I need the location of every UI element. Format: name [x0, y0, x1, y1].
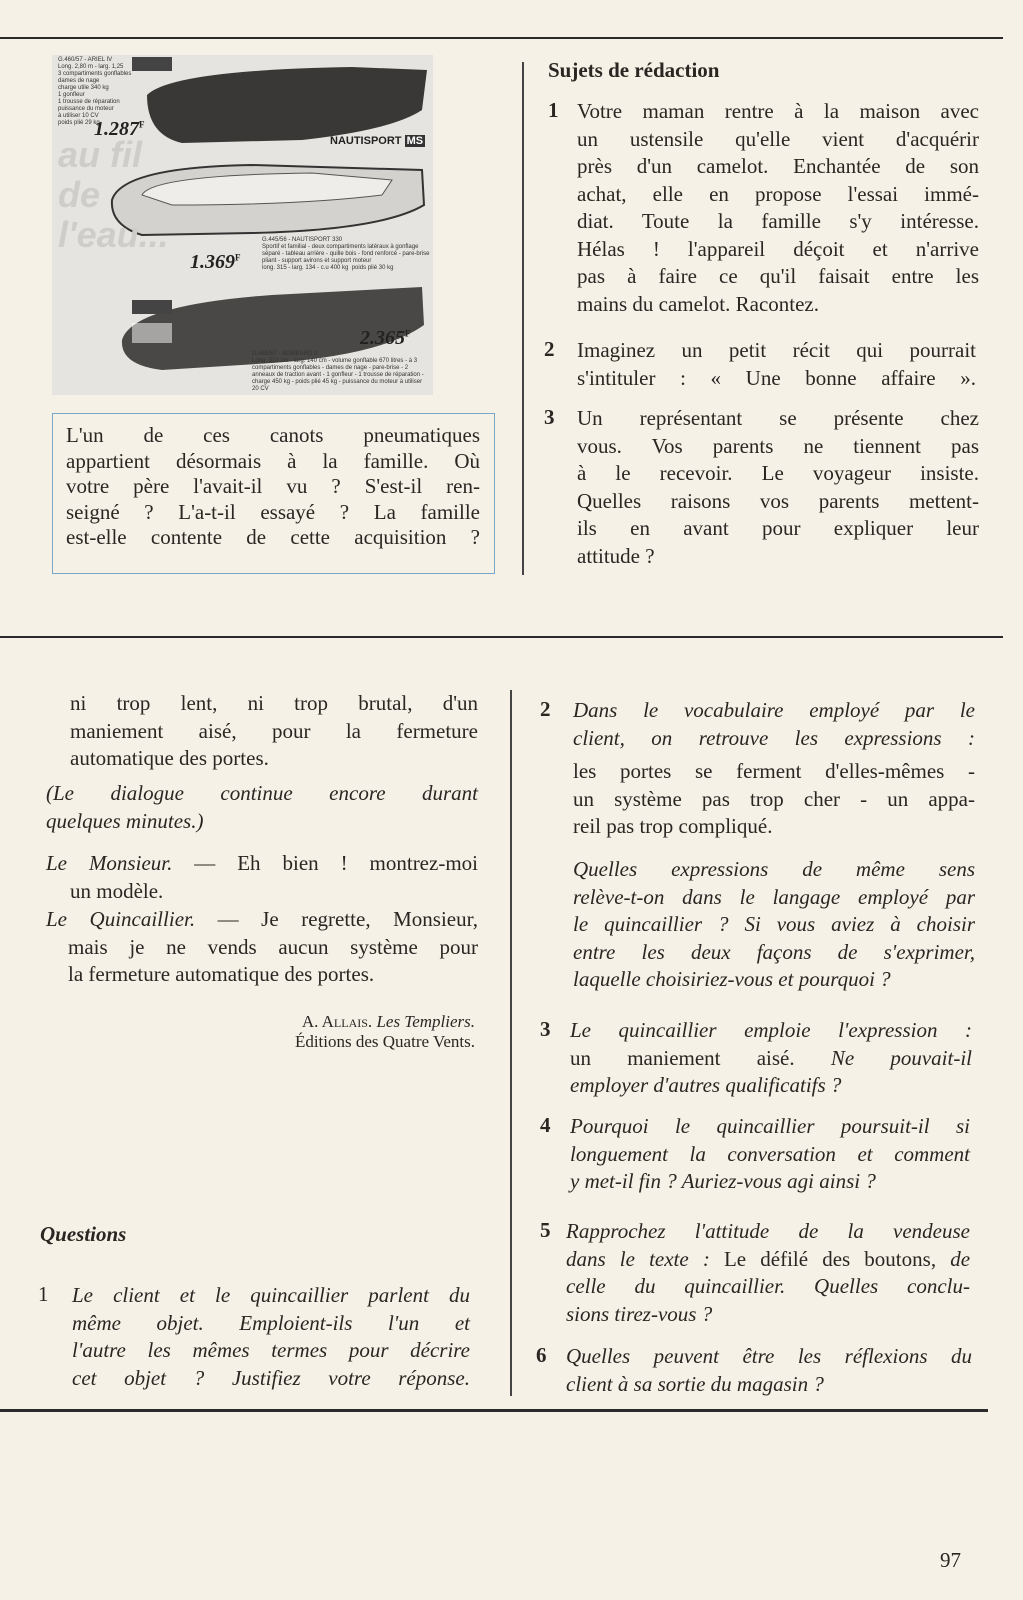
dialogue-line [46, 906, 478, 934]
text-line: automatique des portes. [70, 746, 269, 770]
boat-price-2 [190, 251, 241, 274]
brand-name [330, 135, 425, 147]
dialogue-line: la fermeture automatique des portes. [68, 962, 375, 986]
text-line: celle du quincaillier. Quelles conclu- [566, 1274, 970, 1298]
text-line: Hélas ! l'appareil déçoit et n'arrive [577, 236, 979, 261]
boat-price-3 [360, 327, 411, 350]
question-5-text [566, 1218, 970, 1328]
question-4-text [570, 1113, 970, 1196]
question-number: 6 [536, 1343, 547, 1367]
text-line: client, on retrouve les expressions : [573, 725, 975, 750]
sujet-number: 2 [544, 337, 555, 361]
text-fragment: de [950, 1246, 971, 1271]
dialogue-text: — Eh bien ! montrez-moi [172, 851, 478, 875]
writing-prompt-text [66, 423, 480, 551]
text-line: Imaginez un petit récit qui pourrait [577, 338, 976, 362]
text-line: le quincaillier ? Si vous aviez à choisir [573, 912, 975, 936]
text-line: Quelles raisons vos parents mettent- [577, 488, 979, 513]
speaker-name: Le Monsieur. [46, 851, 173, 875]
sujets-heading: Sujets de rédaction [548, 58, 720, 82]
questions-heading: Questions [40, 1222, 127, 1246]
question-number: 4 [540, 1113, 551, 1137]
question-number: 5 [540, 1218, 551, 1242]
text-line: un ustensile qu'elle vient d'acquérir [577, 126, 979, 151]
text-line: y met-il fin ? Auriez-vous agi ainsi ? [570, 1169, 876, 1193]
text-line: quelques minutes.) [46, 808, 204, 833]
question-number: 1 [38, 1282, 49, 1306]
source-author: A. Allais. [301, 1012, 373, 1031]
text-fragment: Ne pouvait-il [830, 1045, 972, 1070]
price-unit: F [405, 328, 411, 339]
text-line: relève-t-on dans le langage employé par [573, 884, 975, 909]
boat-spec-2: G.445/56 - NAUTISPORT 330 Sportif et familial - deux compartiments latéraux à gonflage séparé - tableau arrière - quille bois - fond renforcé - pare-brise pliant - support avirons et support moteur long. 315 - larg. 134 - c.u 400 kg poids plié 30 kg [262, 237, 430, 271]
column-divider-top [522, 62, 524, 575]
boat-spec-1: G.460/57 - ARIEL IV Long. 2,80 m - larg. 1,25 3 compartiments gonflables dames de nage charge utile 340 kg 1 gonfleur 1 trousse de réparation puissance du moteur à utiliser 10 CV poids plié 29 kg [58, 57, 132, 126]
text-line: Votre maman rentre à la maison avec [577, 99, 979, 123]
top-rule [0, 37, 1003, 39]
text-line: à le recevoir. Le voyageur insiste. [577, 461, 979, 485]
price-unit: F [139, 119, 145, 130]
text-line: ni trop lent, ni trop brutal, d'un [70, 691, 478, 715]
text-line: pas à faire ce qu'il faisait entre les [577, 264, 979, 288]
dialogue-monsieur [46, 850, 478, 905]
text-line: employer d'autres qualificatifs ? [570, 1073, 842, 1097]
text-line: mains du camelot. Racontez. [577, 291, 820, 316]
dialogue-quincaillier [46, 906, 478, 989]
text-line: Le quincaillier emploie l'expression : [570, 1018, 972, 1042]
brand-label: NAUTISPORT [330, 135, 402, 147]
source-citation [295, 1012, 475, 1052]
text-fragment: dans le texte : [566, 1246, 710, 1271]
middle-rule [0, 636, 1003, 638]
text-line: votre père l'avait-il vu ? S'est-il ren- [66, 474, 480, 498]
source-title: Les Templiers. [376, 1012, 475, 1031]
boat-spec-3: G.465/57 - BOMBARD II Long. 310 cm - larg. 140 cm - volume gonflable 670 litres - à 3 compartiments gonflables - dames de nage - pare-brise - 2 anneaux de traction avant - 1 gonfleur - 1 trousse de réparation - charge 450 kg - poids plié 45 kg - puissance du moteur à utiliser 20 CV [252, 351, 424, 392]
text-line: même objet. Emploient-ils l'un et [72, 1310, 470, 1335]
text-line: sions tirez-vous ? [566, 1301, 713, 1326]
question-number: 2 [540, 697, 551, 721]
stage-direction [46, 780, 478, 835]
speaker-name: Le Quincaillier. [46, 907, 196, 931]
text-line: s'intituler : « Une bonne affaire ». [577, 365, 976, 390]
text-line: L'un de ces canots pneumatiques [66, 423, 480, 447]
brand-badge: MS [406, 135, 424, 147]
question-2-expressions [573, 758, 975, 841]
sujet-3-text [577, 405, 979, 570]
price-unit: F [235, 252, 241, 263]
text-line: un système pas trop cher - un appa- [573, 786, 975, 811]
quoted-title: Le défilé des boutons, [723, 1246, 937, 1271]
sujet-number: 1 [548, 98, 559, 122]
text-line: cet objet ? Justifiez votre réponse. [72, 1365, 470, 1390]
text-line: Quelles expressions de même sens [573, 857, 975, 881]
question-2-ask [573, 856, 975, 994]
text-line [566, 1246, 970, 1274]
text-line: Le client et le quincaillier parlent du [72, 1283, 470, 1307]
price-value: 2.365 [360, 327, 405, 349]
price-value: 1.369 [190, 251, 235, 273]
sujet-2-text [577, 337, 976, 392]
sujet-number: 3 [544, 405, 555, 429]
text-line: (Le dialogue continue encore durant [46, 781, 478, 805]
text-line: Rapprochez l'attitude de la vendeuse [566, 1219, 970, 1243]
ad-slogan: au fil de l'eau... [58, 134, 169, 255]
text-line: Dans le vocabulaire employé par le [573, 698, 975, 722]
price-value: 1.287 [94, 118, 139, 140]
column-divider-bottom [510, 690, 512, 1396]
source-publisher: Éditions des Quatre Vents. [294, 1032, 475, 1051]
text-line: achat, elle en propose l'essai immé- [577, 181, 979, 206]
boat-advertisement-image [52, 55, 433, 395]
text-line: laquelle choisiriez-vous et pourquoi ? [573, 967, 891, 991]
text-line: près d'un camelot. Enchantée de son [577, 154, 979, 178]
dialogue-line: mais je ne vends aucun système pour [68, 934, 478, 959]
text-line: vous. Vos parents ne tiennent pas [577, 433, 979, 458]
text-line: les portes se ferment d'elles-mêmes - [573, 759, 975, 783]
text-line: entre les deux façons de s'exprimer, [573, 939, 975, 964]
bottom-rule [0, 1409, 988, 1412]
text-line: longuement la conversation et comment [570, 1141, 970, 1166]
text-line: Un représentant se présente chez [577, 406, 979, 430]
question-number: 3 [540, 1017, 551, 1041]
text-line: ils en avant pour expliquer leur [577, 516, 979, 540]
text-line: reil pas trop compliqué. [573, 814, 773, 838]
extract-paragraph [70, 690, 478, 773]
text-line: client à sa sortie du magasin ? [566, 1371, 824, 1396]
dialogue-text: — Je regrette, Monsieur, [195, 907, 478, 931]
text-line: appartient désormais à la famille. Où [66, 448, 480, 473]
quoted-expression: un maniement aisé. [570, 1045, 795, 1070]
sujet-1-text [577, 98, 979, 318]
text-line: seigné ? L'a-t-il essayé ? La famille [66, 499, 480, 524]
question-2-intro [573, 697, 975, 752]
text-line: maniement aisé, pour la fermeture [70, 718, 478, 743]
text-line: l'autre les mêmes termes pour décrire [72, 1338, 470, 1362]
page-number: 97 [940, 1548, 961, 1572]
dialogue-line: un modèle. [70, 878, 164, 903]
text-line: Quelles peuvent être les réflexions du [566, 1344, 972, 1368]
source-line [295, 1012, 475, 1032]
dialogue-line [46, 850, 478, 878]
text-line [570, 1045, 972, 1073]
question-3-text [570, 1017, 972, 1100]
text-line: Pourquoi le quincaillier poursuit-il si [570, 1114, 970, 1138]
text-line: diat. Toute la famille s'y intéresse. [577, 209, 979, 233]
question-1-text [72, 1282, 470, 1392]
text-line: est-elle contente de cette acquisition ? [66, 525, 480, 549]
text-line: attitude ? [577, 543, 655, 568]
question-6-text [566, 1343, 972, 1398]
